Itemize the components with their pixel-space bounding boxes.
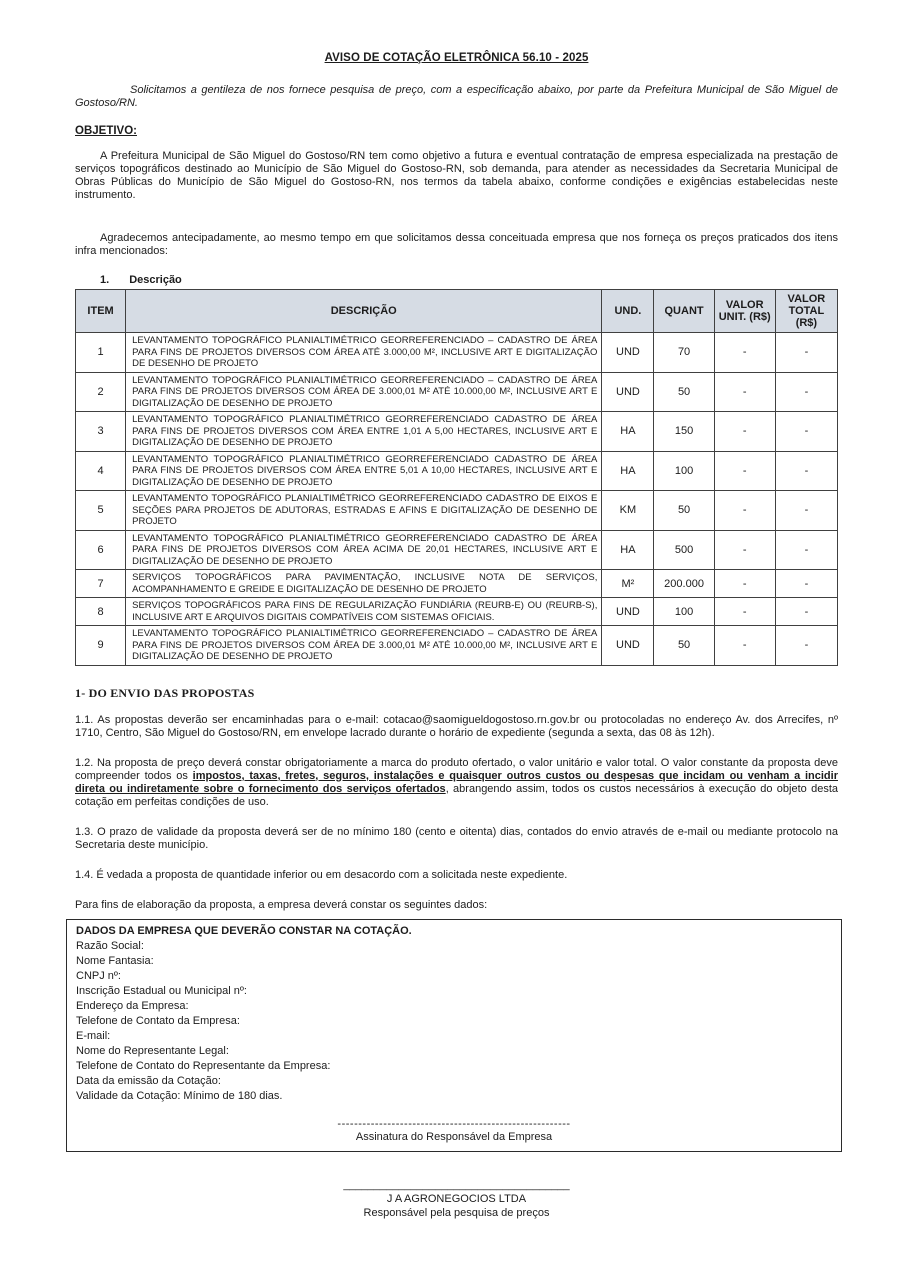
field-nome-fantasia: Nome Fantasia: [76,954,154,967]
total-value-cell: - [775,626,837,666]
quantity-cell: 70 [654,333,714,373]
total-value-cell: - [775,570,837,598]
total-value-cell: - [775,333,837,373]
clause-1-2-tail: , abrangendo assim, todos os custos necessários à execução do objeto desta cotação em perfeitas condições de uso. [75,782,839,808]
table-row [76,451,838,491]
unit-value-cell: - [714,372,775,412]
unit-value-cell: - [714,333,775,373]
field-email: E-mail: [76,1029,111,1042]
table-row [76,412,838,452]
total-value-cell: - [775,372,837,412]
quantity-cell: 100 [654,451,714,491]
document-title: AVISO DE COTAÇÃO ELETRÔNICA 56.10 - 2025 [324,52,589,64]
unit-cell: HA [602,412,654,452]
item-cell: 9 [76,626,126,666]
field-endereco: Endereço da Empresa: [76,999,189,1012]
clause-1-1: 1.1. As propostas deverão ser encaminhadas para o e-mail: cotacao@saomigueldogostoso.rn.gov.br ou protocoladas no endereço Av. dos Arrecifes, nº 1710, Centro, São Miguel do Gostoso/RN, em envelope lacrado durante o horário de expediente (segunda a sexta, das 08 às 12h). [75,713,838,739]
unit-cell: UND [602,626,654,666]
field-telefone-empresa: Telefone de Contato da Empresa: [76,1014,240,1027]
description-cell: LEVANTAMENTO TOPOGRÁFICO PLANIALTIMÉTRICO GEORREFERENCIADO – CADASTRO DE ÁREA PARA FINS DE PROJETOS DIVERSOS COM ÁREA DE 3.000,01 M² ATÉ 10.000,00 M², INCLUSIVE ART E DIGITALIZAÇÃO DE DESENHO DE PROJETO [126,626,602,666]
table-row [76,372,838,412]
objetivo-heading: OBJETIVO: [75,125,137,137]
description-cell: SERVIÇOS TOPOGRÁFICOS PARA PAVIMENTAÇÃO, INCLUSIVE NOTA DE SERVIÇOS, ACOMPANHAMENTO E GREIDE E DIGITALIZAÇÃO DE DESENHO DE PROJETO [126,570,602,598]
quantity-cell: 150 [654,412,714,452]
table-row [76,598,838,626]
item-cell: 6 [76,530,126,570]
total-value-cell: - [775,598,837,626]
unit-cell: UND [602,598,654,626]
signature-label: Assinatura do Responsável da Empresa [355,1130,553,1143]
unit-cell: HA [602,530,654,570]
company-data-box [66,919,842,1152]
objetivo-paragraph: A Prefeitura Municipal de São Miguel do Gostoso/RN tem como objetivo a futura e eventual contratação de empresa especializada na prestação de serviços topográficos destinado ao Município de São Miguel do Gostoso-RN, sob demanda, para atender as necessidades da Secretaria Municipal de Obras Públicas do Município de São Miguel do Gostoso-RN, nos termos da tabela abaixo, conforme condições e exigências estabelecidas neste instrumento. [75,150,838,201]
item-cell: 1 [76,333,126,373]
clause-1-3: 1.3. O prazo de validade da proposta deverá ser de no mínimo 180 (cento e oitenta) dias, contados do envio através de e-mail ou mediante protocolo na Secretaria deste município. [75,825,838,851]
header-descricao: DESCRIÇÃO [126,290,602,333]
intro-paragraph: Solicitamos a gentileza de nos fornece pesquisa de preço, com a especificação abaixo, por parte da Prefeitura Municipal de São Miguel de Gostoso/RN. [75,84,838,109]
signature-dashed-line: -------------------------------------------------------- [337,1117,571,1130]
thanks-paragraph: Agradecemos antecipadamente, ao mesmo tempo em que solicitamos dessa conceituada empresa que nos forneça os preços praticados dos itens infra mencionados: [75,232,838,257]
total-value-cell: - [775,530,837,570]
unit-value-cell: - [714,491,775,531]
quantity-cell: 50 [654,372,714,412]
unit-cell: UND [602,372,654,412]
header-valor-unit: VALOR UNIT. (R$) [714,290,775,333]
quantity-cell: 100 [654,598,714,626]
table-caption-number: 1. [100,274,110,286]
item-cell: 3 [76,412,126,452]
description-cell: LEVANTAMENTO TOPOGRÁFICO PLANIALTIMÉTRICO GEORREFERENCIADO – CADASTRO DE ÁREA PARA FINS DE PROJETOS DIVERSOS COM ÁREA ATÉ 3.000,00 M², INCLUSIVE ART E DIGITALIZAÇÃO DE DESENHO DE PROJETO [126,333,602,373]
field-razao-social: Razão Social: [76,939,144,952]
field-telefone-representante: Telefone de Contato do Representante da Empresa: [76,1059,331,1072]
field-data-emissao: Data da emissão da Cotação: [76,1074,221,1087]
clause-1-2-text: 1.2. Na proposta de preço deverá constar obrigatoriamente a marca do produto ofertado, o valor unitário e valor total. O valor constante da proposta deve compreender todos os [75,756,838,782]
field-inscricao: Inscrição Estadual ou Municipal nº: [76,984,247,997]
description-cell: LEVANTAMENTO TOPOGRÁFICO PLANIALTIMÉTRICO GEORREFERENCIADO – CADASTRO DE ÁREA PARA FINS DE PROJETOS DIVERSOS COM ÁREA DE 3.000,01 M² ATÉ 10.000,00 M², INCLUSIVE ART E DIGITALIZAÇÃO DE DESENHO DE PROJETO [126,372,602,412]
total-value-cell: - [775,491,837,531]
description-cell: LEVANTAMENTO TOPOGRÁFICO PLANIALTIMÉTRICO GEORREFERENCIADO CADASTRO DE ÁREA PARA FINS DE PROJETOS DIVERSOS COM ÁREA ENTRE 5,01 A 10,00 HECTARES, INCLUSIVE ART E DIGITALIZAÇÃO DE DESENHO DE PROJETO [126,451,602,491]
footer-signature-block [75,1178,838,1220]
clause-1-4: 1.4. É vedada a proposta de quantidade inferior ou em desacordo com a solicitada neste expediente. [75,868,568,881]
unit-cell: UND [602,333,654,373]
field-cnpj: CNPJ nº: [76,969,121,982]
header-item: ITEM [76,290,126,333]
table-caption-label: Descrição [129,274,182,286]
envio-propostas-heading: 1- DO ENVIO DAS PROPOSTAS [75,685,255,700]
item-cell: 4 [76,451,126,491]
quantity-cell: 500 [654,530,714,570]
unit-cell: M² [602,570,654,598]
table-row [76,570,838,598]
table-row [76,626,838,666]
description-cell: SERVIÇOS TOPOGRÁFICOS PARA FINS DE REGULARIZAÇÃO FUNDIÁRIA (REURB-E) OU (REURB-S), INCLUSIVE ART E ARQUIVOS DIGITAIS COMPATÍVEIS COM SISTEMAS OFICIAIS. [126,598,602,626]
table-row [76,530,838,570]
quantity-cell: 50 [654,626,714,666]
header-valor-total: VALOR TOTAL (R$) [775,290,837,333]
unit-value-cell: - [714,598,775,626]
item-cell: 7 [76,570,126,598]
description-cell: LEVANTAMENTO TOPOGRÁFICO PLANIALTIMÉTRICO GEORREFERENCIADO CADASTRO DE ÁREA PARA FINS DE PROJETOS DIVERSOS COM ÁREA ENTRE 1,01 A 5,00 HECTARES, INCLUSIVE ART E DIGITALIZAÇÃO DE DESENHO DE PROJETO [126,412,602,452]
unit-value-cell: - [714,412,775,452]
footer-company-name: J A AGRONEGOCIOS LTDA [386,1192,527,1205]
clause-1-2-emphasis: impostos, taxas, fretes, seguros, instalações e quaisquer outros custos ou despesas que incidam ou venham a incidir direta ou indiretamente sobre o fornecimento dos serviços ofertados [75,769,838,795]
total-value-cell: - [775,451,837,491]
quantity-cell: 50 [654,491,714,531]
unit-cell: KM [602,491,654,531]
unit-value-cell: - [714,626,775,666]
footer-signature-line: _____________________________________ [343,1178,570,1191]
table-header-row [76,290,838,333]
item-cell: 5 [76,491,126,531]
field-validade: Validade da Cotação: Mínimo de 180 dias. [76,1089,283,1102]
clause-1-2 [75,757,838,809]
item-cell: 2 [76,372,126,412]
para-fins-paragraph: Para fins de elaboração da proposta, a empresa deverá constar os seguintes dados: [75,898,488,911]
field-representante: Nome do Representante Legal: [76,1044,229,1057]
items-table [75,289,838,666]
unit-value-cell: - [714,530,775,570]
company-box-title: DADOS DA EMPRESA QUE DEVERÃO CONSTAR NA COTAÇÃO. [76,924,412,937]
item-cell: 8 [76,598,126,626]
header-und: UND. [602,290,654,333]
unit-value-cell: - [714,451,775,491]
quantity-cell: 200.000 [654,570,714,598]
table-row [76,333,838,373]
unit-value-cell: - [714,570,775,598]
table-caption [75,274,838,286]
total-value-cell: - [775,412,837,452]
header-quant: QUANT [654,290,714,333]
description-cell: LEVANTAMENTO TOPOGRÁFICO PLANIALTIMÉTRICO GEORREFERENCIADO CADASTRO DE EIXOS E SEÇÕES PARA PROJETOS DE ADUTORAS, ESTRADAS E AFINS E DIGITALIZAÇÃO DE DESENHO DE PROJETO [126,491,602,531]
description-cell: LEVANTAMENTO TOPOGRÁFICO PLANIALTIMÉTRICO GEORREFERENCIADO CADASTRO DE ÁREA PARA FINS DE PROJETOS DIVERSOS COM ÁREA ACIMA DE 20,01 HECTARES, INCLUSIVE ART E DIGITALIZAÇÃO DE DESENHO DE PROJETO [126,530,602,570]
table-row [76,491,838,531]
unit-cell: HA [602,451,654,491]
footer-role: Responsável pela pesquisa de preços [363,1206,550,1219]
